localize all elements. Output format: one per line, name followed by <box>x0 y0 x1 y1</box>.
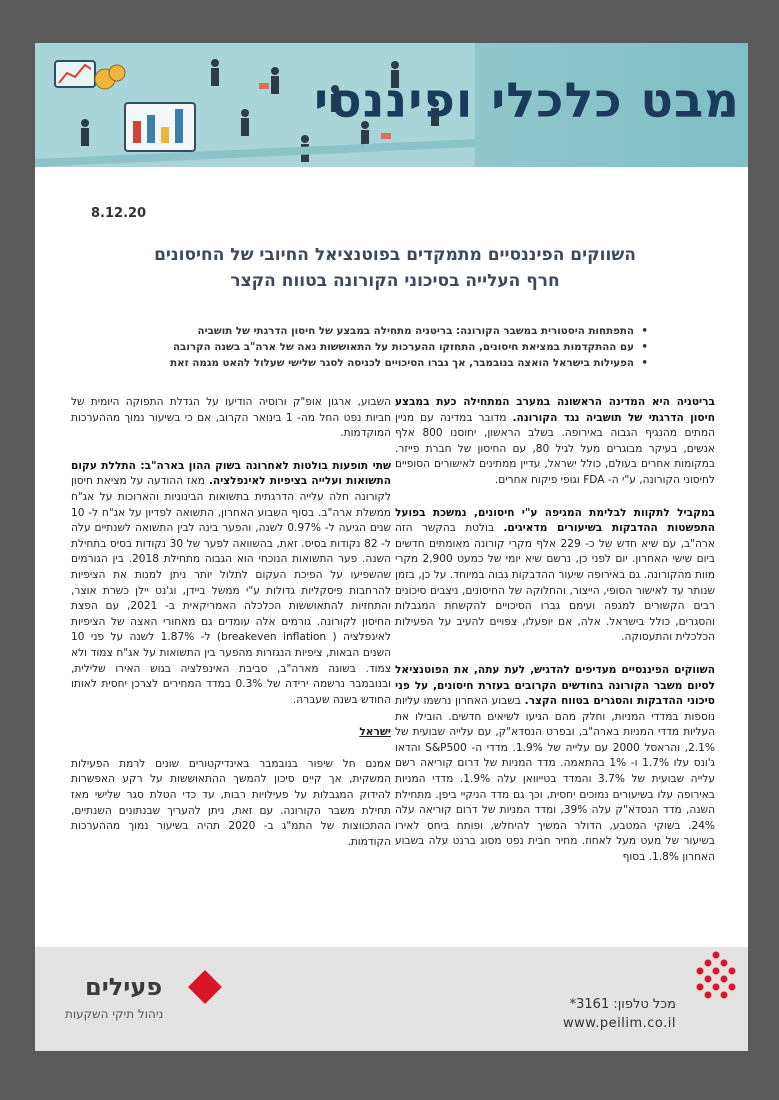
bullet-item: • הפעילות בישראל הואצה בנובמבר, אך גברו הסיכויים לכניסה לסגר שלישי שעלול להאט מגמה זאת <box>88 355 648 371</box>
paragraph-body: בשבוע האחרון נרשמו עליות נוספות במדדי המניות, וחלק מהם הגיעו לשיאים חדשים. הובילו את העליות מדדי המניות בארה"ב, ובפרט הנסדא"ק, עם עלייה שבועית של 2.1%, והראסל 2000 עם עלייה של 1.9%. מדדי ה- S&P500 והדאו ג'ונס עלו 1.7% ו- 1% בהתאמה. מדד המניות של דרום קוריאה רשם עלייה שבועית של 3.7% והמדד בטייוואן עלה 1.9%. מדדי המניות באירופה עלו בשיעורים נמוכים יחסית, וכך גם מדד הניקיי ביפן. מתחילת השנה, מדד הנסדא"ק עלה 39%, ומדד המניות של דרום קוריאה עלה 24%. בשוקי המטבע, הדולר המשיך להיחלש, ופותח ביחס לאירו בשיעור של מעט מעל לאחוז. מחיר חבית נפט מסוג ברנט עלה בשבוע האחרון 1.8%. בסוף <box>395 695 715 864</box>
paragraph <box>395 395 715 489</box>
logo-name: פעילים <box>85 973 163 1001</box>
paragraph <box>71 459 391 709</box>
paragraph <box>71 757 391 851</box>
red-dots-cluster-icon <box>692 951 740 1007</box>
paragraph-body: בולטת בהקשר הזה ארה"ב, עם שיא חדש של כ- 229 אלף מקרי קורונה מאומתים חדשים ביום שישי האחרון. יום לפני כן, נרשם שיא יומי של כמעט 2,900 מקרי מוות מהקורונה. גם באירופה שיעור ההדבקות גבוה במיוחד. על כן, בזמן שנותר עד לאישור הסופי, הייצור, והחלוקה של החיסונים, ניצבים סיכונים רבים הקשורים למגפה ועימם גברו הסיכויים להקשחת המגבלות והסגרים, כולל בישראל. אלה, אם יופעלו, צפויים להעיב על הפעילות הכלכלית והתעסוקה. <box>395 522 715 644</box>
paragraph-lead: השווקים הפיננסיים מעדיפים להדגיש, לעת עתה, את הפוטנציאל לסיום משבר הקורונה בחודשים הקרובים בעזרת חיסונים, על פני סיכוני ההדבקות והסגרים בטווח הקצר. <box>395 663 715 708</box>
paragraph-body: אמנם חל שיפור בנובמבר באינדיקטורים שונים לרמת הפעילות המשקית, אך קיים סיכון להמשך ההתאוששות על רקע האפשרות להידוק המגבלות על פעילויות רבות, עד כדי הטלת סגר שלישי מאז תחילת משבר הקורונה. עם זאת, ניתן להעריך שבנתונים השנתיים, ההתכווצות של התמ"ג ב- 2020 תהיה בשיעור נמוך מההערכות הקודמות. <box>71 757 391 848</box>
column-right <box>395 395 715 883</box>
red-diamond-logo-icon <box>188 970 222 1004</box>
contact-block <box>563 997 676 1031</box>
headline-line-1: השווקים הפיננסיים מתמקדים בפוטנציאל החיובי של החיסונים <box>154 245 636 265</box>
report-date: 8.12.20 <box>91 206 147 221</box>
paragraph-body: מאז ההודעה על מציאת חיסון לקורונה חלה עלייה הדרגתית בתשואות הבינוניות והארוכות על אג"ח ממשלת ארה"ב. בסוף השבוע האחרון, התשואה לפדיון על אג"ח ל- 10 שנים הגיעה ל- 0.97% לשנה, והפער בינה לבין התשואה לשנתיים עלה ל- 82 נקודות בסיס. זאת, בהשוואה לפער של 30 נקודות בסיס בתחילת השנה. פער התשואות הנוכחי הוא הגבוה מתחילת 2018. בין הגורמים שהשפיעו על הפיכת העקום לתלול יותר ניתן למנות את הציפיות להרחבות פיסקליות גדולות ע"י ממשל ביידן, וג'נט יילן כשרת אוצר, והתחזיות להתאוששות הכלכלה האמריקאית ב- 2021, עם הפצת החיסון לקורונה. גורמים אלה עומדים גם מאחורי האצה של הציפיות לאינפלציה ( breakeven inflation) ל- 1.87% לשנה על פני 10 השנים הבאות, ציפיות הנגזרות מהפער בין התשואות על אג"ח צמוד ולא צמוד. בשונה מארה"ב, סביבת האינפלציה בגוש האירו שלילית, ובנובמבר נרשמה ירידה של 0.3% במדד המחירים לצרכן יחסית לאותו החודש בשנה שעברה. <box>71 475 392 706</box>
paragraph <box>395 506 715 646</box>
paragraph-lead: במקביל לתקוות לבלימת המגיפה ע"י חיסונים, נמשכת בפועל התפשטות ההדבקות בשיעורים מדאיגים. <box>395 506 715 535</box>
paragraph-body: השבוע, ארגון אופ"ק ורוסיה הודיעו על הגדלת התפוקה היומית של חביות נפט החל מה- 1 בינואר הקרוב, אם כי בשיעור נמוך מההערכות המוקדמות. <box>71 396 392 440</box>
paragraph-body: מדובר במדינה עם מניין המתים מהנגיף הגבוה באירופה. בשלב הראשון, יחוסנו 800 אלף אנשים, בעיקר מבוגרים מעל לגיל 80, עם החיסון של חברת פייזר. במקומות אחרים בעולם, כולל ישראל, עדיין ממתינים לאישורים הסופיים לחיסוני הקורונה, ע"י ה- FDA וגופי פיקוח אחרים. <box>395 411 715 486</box>
summary-bullets <box>88 323 648 371</box>
footer <box>35 947 748 1051</box>
headline-line-2: חרף העלייה בסיכוני הקורונה בטווח הקצר <box>230 271 560 291</box>
bullet-item: • עם ההתקדמות במציאת חיסונים, התחזקו ההערכות על התאוששות נאה של ארה"ב בשנה הקרובה <box>88 339 648 355</box>
column-left <box>71 395 391 867</box>
phone-number: מכל טלפון: 3161* <box>569 997 676 1012</box>
page <box>35 43 748 1051</box>
header-banner <box>35 43 748 167</box>
paragraph <box>395 663 715 866</box>
paragraph-lead: בריטניה היא המדינה הראשונה במערב המתחילה כעת במבצע חיסון הדרגתי של תושביה נגד הקורונה. <box>395 396 715 424</box>
logo-subtitle: ניהול תיקי השקעות <box>65 1007 164 1021</box>
section-heading-israel: ישראל <box>359 726 391 739</box>
paragraph <box>71 395 391 442</box>
website-link[interactable]: www.peilim.co.il <box>563 1016 676 1031</box>
paragraph-lead: שתי תופעות בולטות לאחרונה בשוק ההון בארה"ב: התללת עקום התשואות ועלייה בציפיות לאינפלציה. <box>71 459 391 488</box>
bullet-item: • התפתחות היסטורית במשבר הקורונה: בריטניה מתחילה במבצע של חיסון הדרגתי של תושביה <box>88 323 648 339</box>
company-logo[interactable] <box>65 965 235 1035</box>
banner-title: מבט כלכלי ופיננסי <box>313 73 740 129</box>
